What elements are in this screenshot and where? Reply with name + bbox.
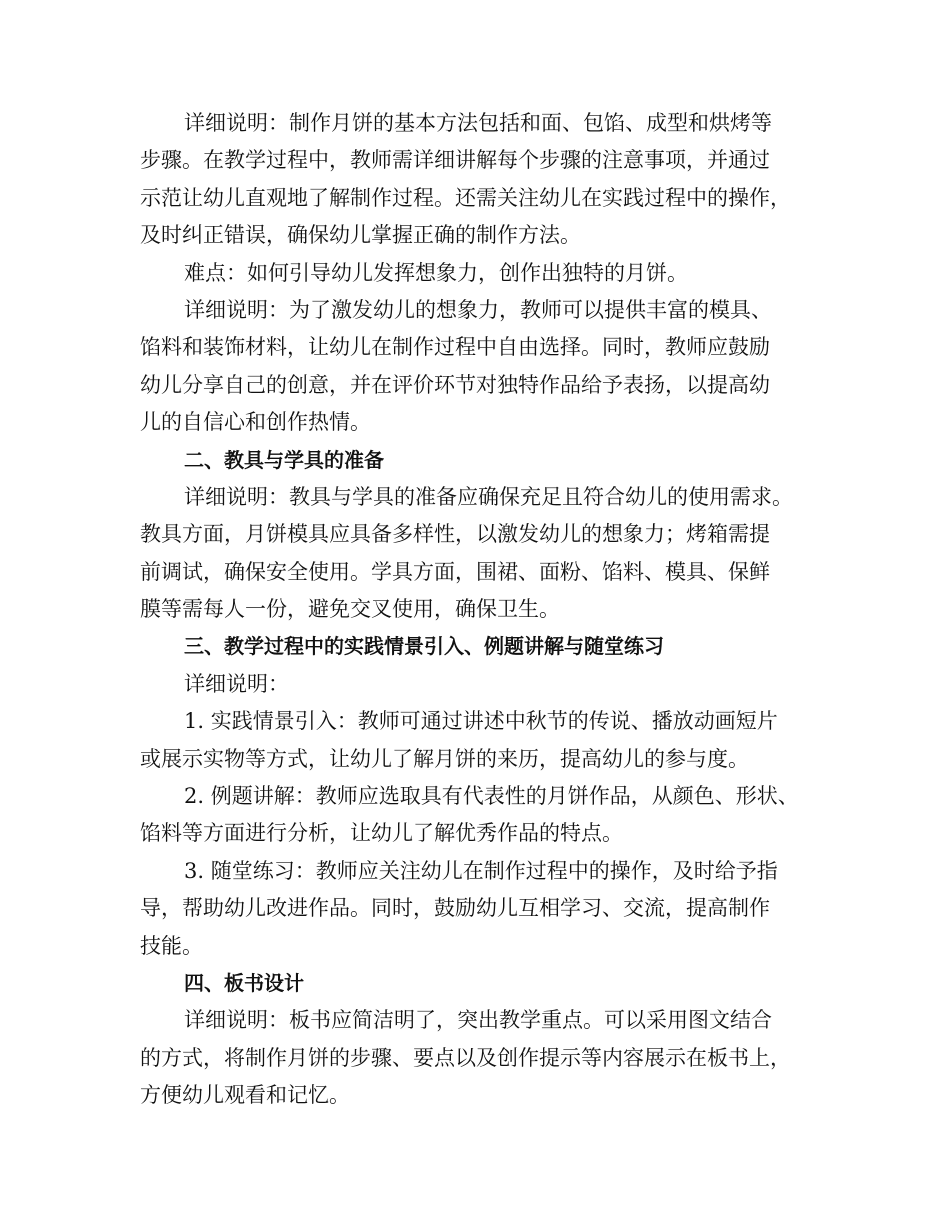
text-line: 2. 例题讲解：教师应选取具有代表性的月饼作品，从颜色、形状、: [184, 784, 799, 809]
text-line: 详细说明：: [184, 671, 289, 696]
text-line: 及时纠正错误，确保幼儿掌握正确的制作方法。: [140, 223, 581, 248]
text-line: 详细说明：制作月饼的基本方法包括和面、包馅、成型和烘烤等: [184, 111, 772, 135]
text-line: 馅料和装饰材料，让幼儿在制作过程中自由选择。同时，教师应鼓励: [140, 335, 770, 360]
text-line: 详细说明：为了激发幼儿的想象力，教师可以提供丰富的模具、: [184, 297, 772, 322]
text-line: 详细说明：教具与学具的准备应确保充足且符合幼儿的使用需求。: [184, 484, 793, 509]
section-heading: 二、教具与学具的准备: [184, 447, 384, 472]
text-line: 幼儿分享自己的创意，并在评价环节对独特作品给予表扬，以提高幼: [140, 372, 770, 397]
text-line: 馅料等方面进行分析，让幼儿了解优秀作品的特点。: [140, 821, 623, 846]
text-line: 前调试，确保安全使用。学具方面，围裙、面粉、馅料、模具、保鲜: [140, 559, 770, 584]
text-line: 步骤。在教学过程中，教师需详细讲解每个步骤的注意事项，并通过: [140, 148, 770, 173]
text-line: 导，帮助幼儿改进作品。同时，鼓励幼儿互相学习、交流，提高制作: [140, 896, 770, 921]
text-line: 儿的自信心和创作热情。: [140, 410, 371, 435]
text-line: 的方式，将制作月饼的步骤、要点以及创作提示等内容展示在板书上，: [140, 1045, 791, 1070]
section-heading: 四、板书设计: [184, 970, 304, 995]
text-line: 3. 随堂练习：教师应关注幼儿在制作过程中的操作，及时给予指: [184, 858, 778, 883]
section-heading: 三、教学过程中的实践情景引入、例题讲解与随堂练习: [184, 634, 664, 659]
text-line: 膜等需每人一份，避免交叉使用，确保卫生。: [140, 597, 560, 622]
text-line: 1. 实践情景引入：教师可通过讲述中秋节的传说、播放动画短片: [184, 709, 778, 734]
text-line: 详细说明：板书应简洁明了，突出教学重点。可以采用图文结合: [184, 1008, 772, 1033]
text-line: 或展示实物等方式，让幼儿了解月饼的来历，提高幼儿的参与度。: [140, 746, 749, 771]
text-line: 方便幼儿观看和记忆。: [140, 1083, 350, 1108]
text-line: 示范让幼儿直观地了解制作过程。还需关注幼儿在实践过程中的操作，: [140, 185, 791, 210]
text-line: 难点：如何引导幼儿发挥想象力，创作出独特的月饼。: [184, 260, 688, 285]
text-line: 教具方面，月饼模具应具备多样性，以激发幼儿的想象力；烤箱需提: [140, 522, 770, 547]
text-line: 技能。: [140, 933, 203, 958]
document-body: [140, 105, 820, 1115]
